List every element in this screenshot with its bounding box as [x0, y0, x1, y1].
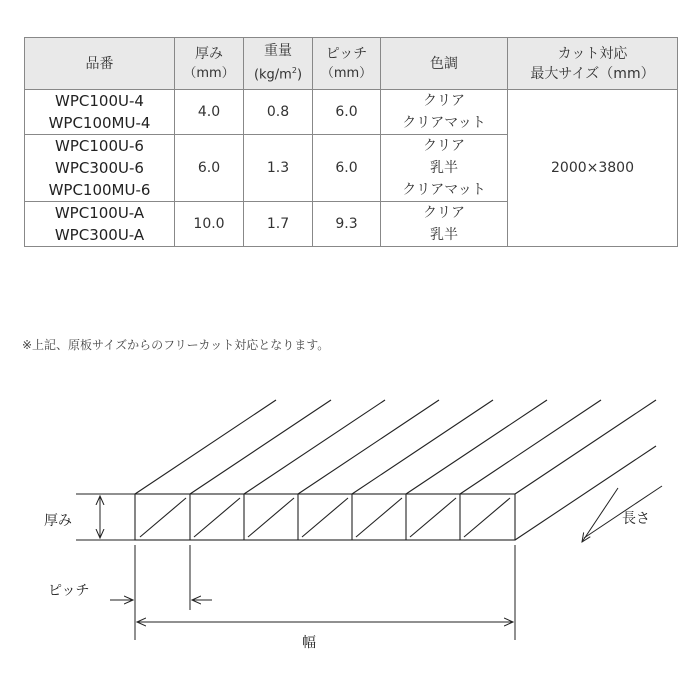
sheet-front-face	[135, 494, 515, 540]
cell-diagonal	[410, 498, 456, 537]
product-codes-cell	[25, 90, 175, 135]
product-code: WPC100U-4	[55, 92, 144, 110]
color-option: クリアマット	[402, 182, 486, 198]
color-option: クリア	[423, 138, 465, 154]
cell-diagonal	[194, 498, 240, 537]
product-codes-cell	[25, 202, 175, 247]
pitch-cell: 9.3	[313, 202, 381, 247]
product-code: WPC100MU-6	[48, 181, 151, 199]
sheet-depth-edge	[298, 400, 439, 494]
sheet-depth-edge	[244, 400, 385, 494]
pitch-cell: 6.0	[313, 90, 381, 135]
color-option: クリア	[423, 205, 465, 221]
max-size-cell: 2000×3800	[508, 90, 678, 247]
header-thickness: 厚み （mm）	[175, 38, 244, 90]
cell-diagonal	[140, 498, 186, 537]
product-code: WPC100MU-4	[48, 114, 151, 132]
header-color: 色調	[381, 38, 508, 90]
header-max-cut-size: カット対応 最大サイズ（mm）	[508, 38, 678, 90]
pitch-label: ピッチ	[48, 583, 90, 599]
product-code: WPC300U-6	[55, 159, 144, 177]
product-code: WPC100U-A	[54, 204, 145, 222]
color-option: クリアマット	[402, 115, 486, 131]
cell-diagonal	[356, 498, 402, 537]
weight-cell: 1.3	[244, 135, 313, 202]
weight-cell: 0.8	[244, 90, 313, 135]
color-option: 乳半	[430, 160, 458, 176]
table-header-row	[25, 38, 678, 90]
sheet-depth-edge	[135, 400, 276, 494]
color-option: 乳半	[430, 227, 458, 243]
dimension-lines	[76, 486, 662, 640]
cell-diagonal	[248, 498, 294, 537]
thickness-label: 厚み	[44, 513, 72, 529]
product-code: WPC300U-A	[54, 226, 145, 244]
length-arrow	[582, 488, 618, 542]
header-weight: 重量 $(kg/m^2)$	[244, 38, 313, 90]
spec-table	[24, 37, 678, 247]
thickness-cell: 10.0	[175, 202, 244, 247]
color-option: クリア	[423, 93, 465, 109]
sheet-depth-edge	[460, 400, 601, 494]
weight-cell: 1.7	[244, 202, 313, 247]
footnote: ※上記、原板サイズからのフリーカット対応となります。	[22, 338, 330, 352]
product-code: WPC100U-6	[55, 137, 144, 155]
width-label: 幅	[302, 635, 316, 651]
thickness-cell: 4.0	[175, 90, 244, 135]
sheet-depth-edge	[352, 400, 493, 494]
colors-cell	[381, 135, 508, 202]
header-pitch: ピッチ （mm）	[313, 38, 381, 90]
sheet-depth-edge	[190, 400, 331, 494]
cell-diagonal	[302, 498, 348, 537]
colors-cell	[381, 90, 508, 135]
thickness-cell: 6.0	[175, 135, 244, 202]
product-codes-cell	[25, 135, 175, 202]
table-row	[25, 90, 678, 135]
sheet-depth-edge	[515, 400, 656, 494]
header-product-code: 品番	[25, 38, 175, 90]
length-label: 長さ	[622, 511, 650, 527]
cell-diagonal	[464, 498, 510, 537]
colors-cell	[381, 202, 508, 247]
pitch-cell: 6.0	[313, 135, 381, 202]
sheet-body	[135, 400, 656, 540]
sheet-depth-edge	[406, 400, 547, 494]
